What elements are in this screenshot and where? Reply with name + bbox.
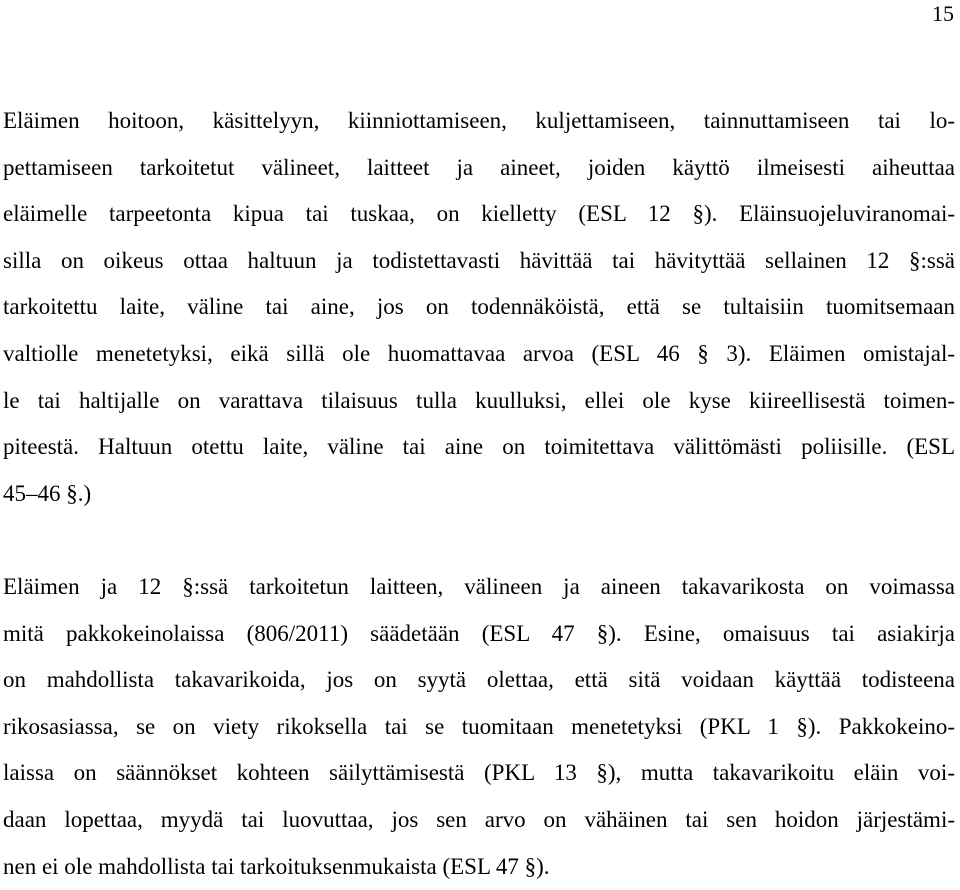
text-line: piteestä. Haltuun otettu laite, väline tai aine on toimitettava välittömästi poliisille. (ESL <box>3 434 955 460</box>
text-line: tarkoitettu laite, väline tai aine, jos on todennäköistä, että se tultaisiin tuomitsemaan <box>3 294 955 320</box>
text-line: daan lopettaa, myydä tai luovuttaa, jos sen arvo on vähäinen tai sen hoidon järjestämi- <box>3 806 955 832</box>
paragraph-2 <box>3 564 955 890</box>
text-line: mitä pakkokeinolaissa (806/2011) säädetään (ESL 47 §). Esine, omaisuus tai asiakirja <box>3 620 955 646</box>
text-line: pettamiseen tarkoitetut välineet, laitteet ja aineet, joiden käyttö ilmeisesti aiheuttaa <box>3 154 955 180</box>
paragraph-1 <box>3 98 955 517</box>
text-line: Eläimen hoitoon, käsittelyyn, kiinniottamiseen, kuljettamiseen, tainnuttamiseen tai lo- <box>3 108 955 133</box>
text-line: laissa on säännökset kohteen säilyttämisestä (PKL 13 §), mutta takavarikoitu eläin voi- <box>3 760 955 786</box>
text-line: on mahdollista takavarikoida, jos on syytä olettaa, että sitä voidaan käyttää todisteena <box>3 667 955 693</box>
text-line: eläimelle tarpeetonta kipua tai tuskaa, on kielletty (ESL 12 §). Eläinsuojeluviranomai- <box>3 201 955 227</box>
text-line: Eläimen ja 12 §:ssä tarkoitetun laitteen, välineen ja aineen takavarikosta on voimassa <box>3 574 955 599</box>
text-line: le tai haltijalle on varattava tilaisuus tulla kuulluksi, ellei ole kyse kiireellisestä toimen- <box>3 387 955 413</box>
text-line: silla on oikeus ottaa haltuun ja todistettavasti hävittää tai hävityttää sellainen 12 §:ssä <box>3 247 955 273</box>
text-line: 45–46 §.) <box>3 480 92 506</box>
text-line: rikosasiassa, se on viety rikoksella tai se tuomitaan menetetyksi (PKL 1 §). Pakkokeino- <box>3 713 955 739</box>
text-line: nen ei ole mahdollista tai tarkoituksenmukaista (ESL 47 §). <box>3 853 550 879</box>
page-number: 15 <box>932 1 954 26</box>
text-line: valtiolle menetetyksi, eikä sillä ole huomattavaa arvoa (ESL 46 § 3). Eläimen omistajal- <box>3 340 955 366</box>
